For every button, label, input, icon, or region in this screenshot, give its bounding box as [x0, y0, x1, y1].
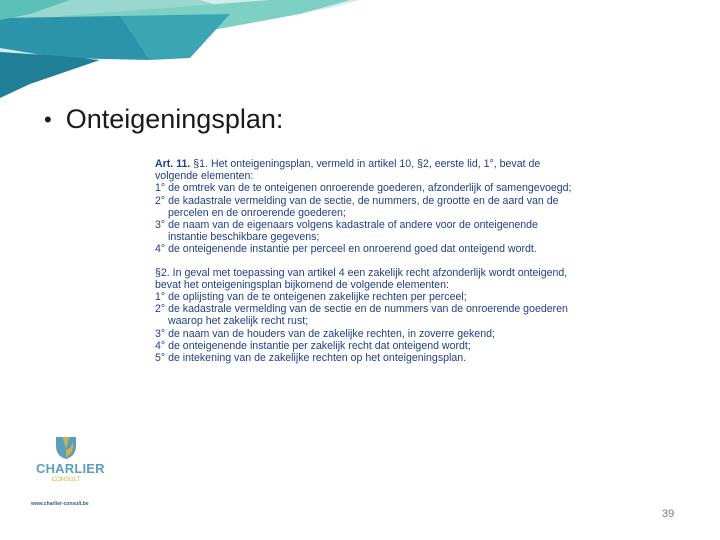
article-paragraph-1-text: §1. Het onteigeningsplan, vermeld in artikel 10, §2, eerste lid, 1°, bevat de volgende elementen: [155, 158, 541, 183]
article-item: 1° de omtrek van de te onteigenen onroerende goederen, afzonderlijk of samengevoegd; [155, 182, 572, 195]
article-item: 3° de naam van de eigenaars volgens kadastrale of andere voor de onteigenende instantie beschikbare gegevens; [155, 219, 538, 244]
logo-name: CHARLIER [36, 461, 105, 476]
bullet-item [44, 104, 283, 135]
article-item: 5° de intekening van de zakelijke rechten op het onteigeningsplan. [155, 352, 467, 365]
logo-subtitle: CONSULT [51, 477, 81, 483]
article-item: 2° de kadastrale vermelding van de sectie, de nummers, de grootte en de aard van de percelen en de onroerende goederen; [155, 194, 559, 219]
decorative-header-banner [0, 0, 720, 110]
article-item: 2° de kadastrale vermelding van de sectie en de nummers van de onroerende goederen waarop het zakelijk recht rust; [155, 303, 568, 328]
company-url: www.charlier-consult.be [31, 501, 89, 507]
article-text-block [155, 158, 573, 364]
article-label: Art. 11. [155, 158, 191, 170]
article-item: 4° de onteigenende instantie per zakelijk recht dat onteigend wordt; [155, 339, 471, 352]
article-paragraph-2-intro: §2. In geval met toepassing van artikel 4 een zakelijk recht afzonderlijk wordt onteigend, bevat het onteigeningsplan bijkomend de volgende elementen: [155, 266, 568, 291]
article-item: 3° de naam van de houders van de zakelijke rechten, in zoverre gekend; [155, 327, 495, 340]
charlier-shield-logo-icon [55, 436, 77, 460]
article-item: 1° de oplijsting van de te onteigenen zakelijke rechten per perceel; [155, 291, 467, 304]
paragraph-spacer [155, 256, 573, 267]
bullet-text: Onteigeningsplan: [65, 104, 284, 134]
bullet-marker: • [44, 106, 52, 132]
article-item: 4° de onteigenende instantie per perceel en onroerend goed dat onteigend wordt. [155, 243, 537, 256]
article-paragraph-1-intro [155, 158, 573, 182]
company-logo [36, 436, 105, 483]
page-number: 39 [662, 508, 675, 520]
